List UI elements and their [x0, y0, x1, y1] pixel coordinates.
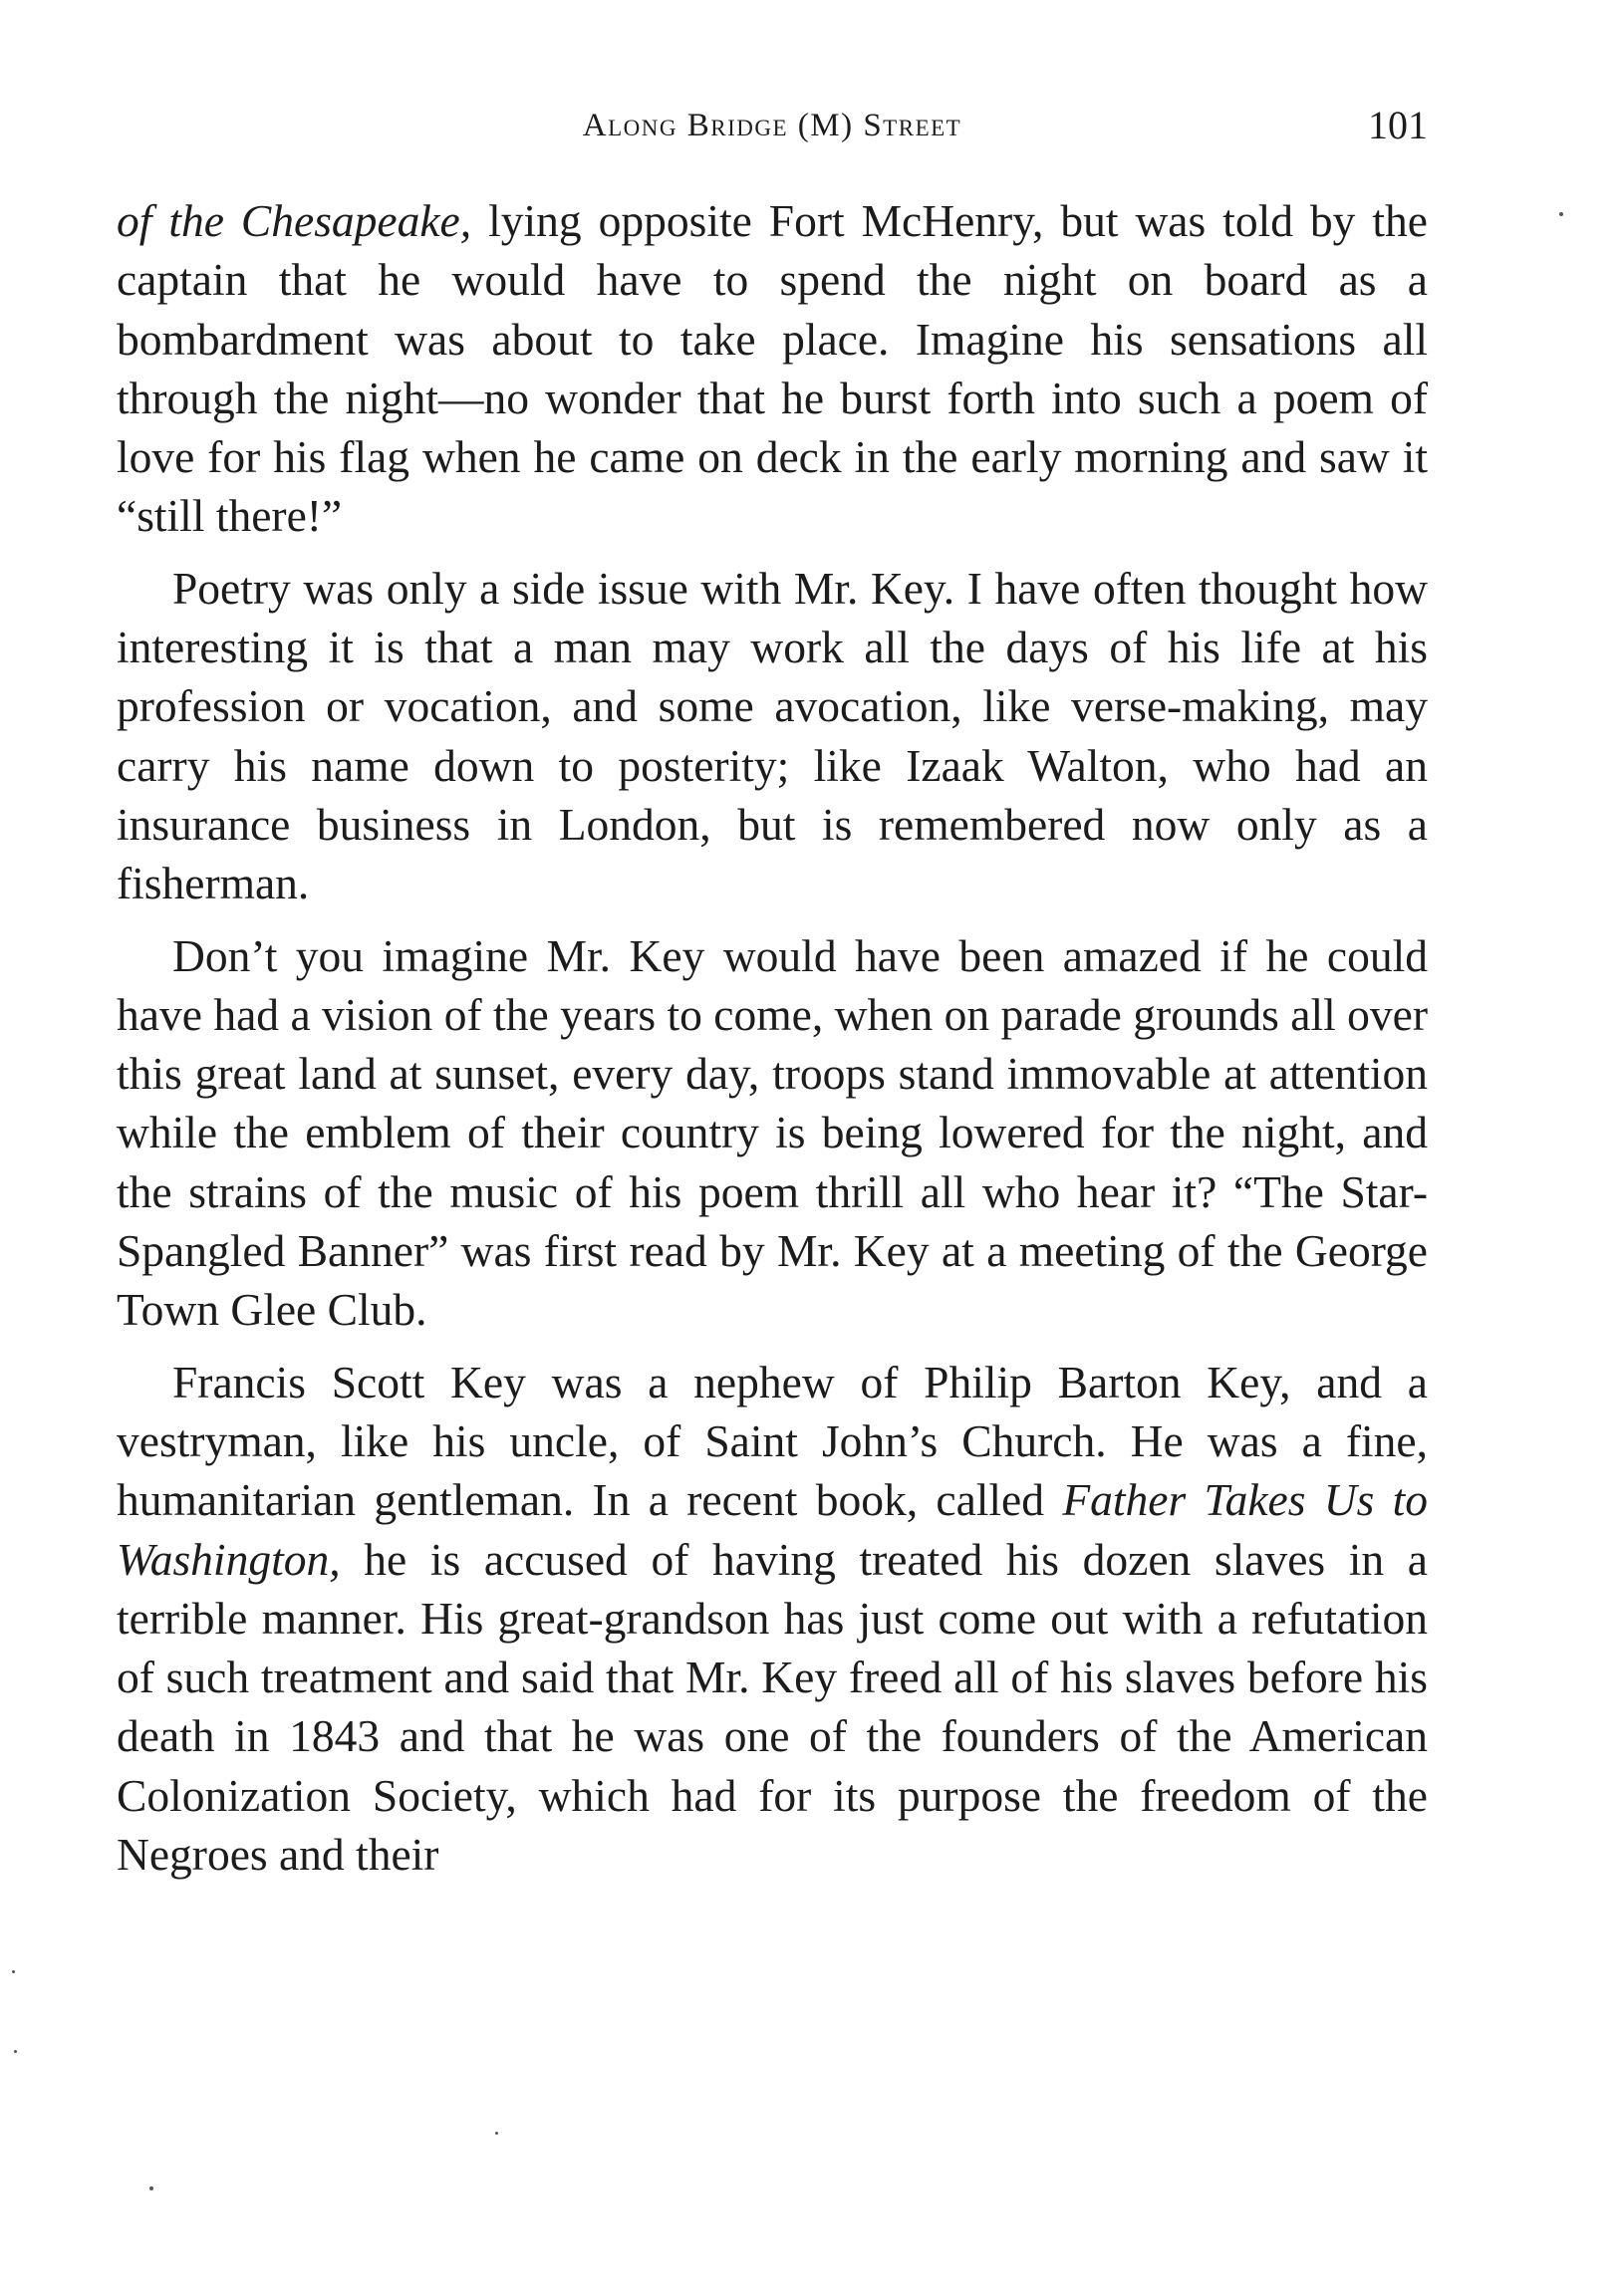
text-segment: Don’t you imagine Mr. Key would have been amazed if he could have had a vision of the years to come, when on parade grounds all over this great land at sunset, every day, troops stand immovable at attention while the emblem of their country is being lowered for the night, and the strains of the music of his poem thrill all who hear it? “The Star-Spangled Banner” was first read by Mr. Key at a meeting of the George Town Glee Club.: [117, 929, 1428, 1336]
body-text: [117, 191, 1428, 1884]
text-segment: Francis Scott Key was a nephew of Philip Barton Key, and a vestryman, like his uncle, of Saint John’s Church. He was a fine, humanitarian gentleman. In a recent book, called: [117, 1356, 1428, 1526]
running-header: [117, 100, 1428, 155]
paragraph: [117, 559, 1428, 913]
text-segment: of the Chesapeake,: [117, 195, 472, 246]
scan-speck: [149, 2186, 153, 2190]
text-segment: he is accused of having treated his dozen slaves in a terrible manner. His great-grandson has just come out with a refutation of such treatment and said that Mr. Key freed all of his slaves before his death in 1843 and that he was one of the founders of the American Colonization Society, which had for its purpose the freedom of the Negroes and their: [117, 1533, 1428, 1881]
scan-speck: [495, 2132, 498, 2135]
paragraph: [117, 191, 1428, 546]
book-page: [117, 100, 1428, 1897]
running-title: Along Bridge (M) Street: [582, 108, 962, 143]
paragraph: [117, 926, 1428, 1340]
text-segment: Father Takes Us to Washington,: [117, 1474, 1428, 1585]
paragraph: [117, 1353, 1428, 1885]
page-number: 101: [1368, 103, 1428, 147]
scan-speck: [1559, 212, 1563, 216]
text-segment: Poetry was only a side issue with Mr. Key. I have often thought how interesting it is that a man may work all the days of his life at his profession or vocation, and some avocation, like verse-making, may carry his name down to posterity; like Izaak Walton, who had an insurance business in London, but is remembered now only as a fisherman.: [117, 562, 1428, 909]
scan-speck: [14, 2050, 17, 2053]
text-segment: lying opposite Fort McHenry, but was told by the captain that he would have to spend the night on board as a bombardment was about to take place. Imagine his sensations all through the night—no wonder that he burst forth into such a poem of love for his flag when he came on deck in the early morning and saw it “still there!”: [117, 195, 1428, 542]
scan-speck: [12, 1970, 15, 1973]
